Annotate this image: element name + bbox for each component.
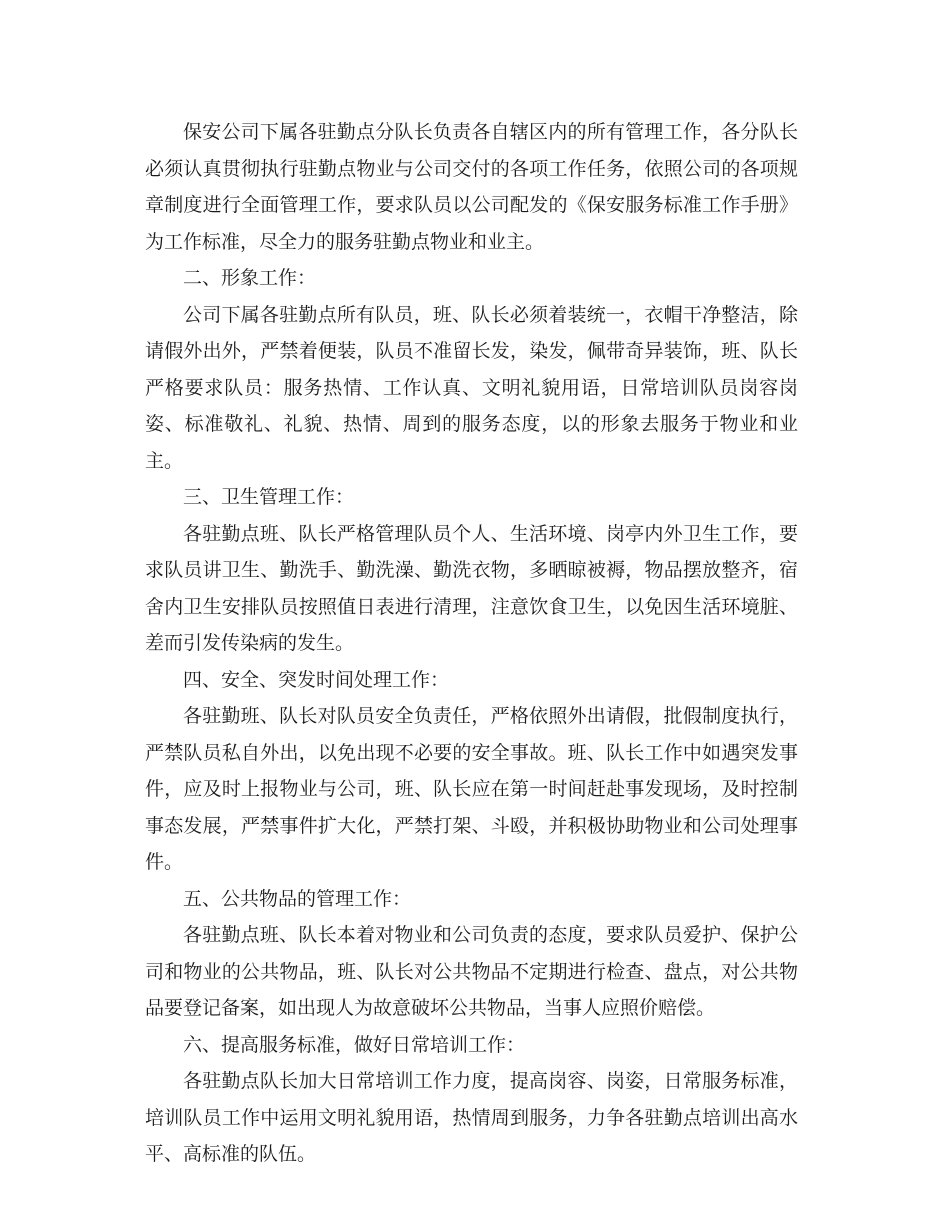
paragraph-intro: 保安公司下属各驻勤点分队长负责各自辖区内的所有管理工作，各分队长必须认真贯彻执行驻勤点物业与公司交付的各项工作任务，依照公司的各项规章制度进行全面管理工作，要求队员以公司配发的《保安服务标准工作手册》为工作标准，尽全力的服务驻勤点物业和业主。 [145, 121, 798, 253]
section-heading-image: 二、形象工作： [183, 267, 317, 289]
section-heading-safety: 四、安全、突发时间处理工作： [183, 668, 450, 691]
paragraph-public-goods: 各驻勤点班、队长本着对物业和公司负责的态度，要求队员爱护、保护公司和物业的公共物品，班、队长对公共物品不定期进行检查、盘点，对公共物品要登记备案，如出现人为故意破坏公共物品，当事人应照价赔偿。 [145, 924, 798, 1019]
section-heading-public-goods: 五、公共物品的管理工作： [183, 887, 412, 910]
paragraph-hygiene: 各驻勤点班、队长严格管理队员个人、生活环境、岗亭内外卫生工作，要求队员讲卫生、勤洗手、勤洗澡、勤洗衣物，多晒晾被褥，物品摆放整齐，宿舍内卫生安排队员按照值日表进行清理，注意饮食卫生，以免因生活环境脏、差而引发传染病的发生。 [145, 522, 798, 654]
paragraph-training: 各驻勤点队长加大日常培训工作力度，提高岗容、岗姿，日常服务标准，培训队员工作中运用文明礼貌用语，热情周到服务，力争各驻勤点培训出高水平、高标准的队伍。 [145, 1070, 798, 1165]
paragraph-safety: 各驻勤班、队长对队员安全负责任，严格依照外出请假，批假制度执行，严禁队员私自外出，以免出现不必要的安全事故。班、队长工作中如遇突发事件，应及时上报物业与公司，班、队长应在第一时间赶赴事发现场，及时控制事态发展，严禁事件扩大化，严禁打架、斗殴，并积极协助物业和公司处理事件。 [145, 705, 798, 873]
paragraph-image: 公司下属各驻勤点所有队员，班、队长必须着装统一，衣帽干净整洁，除请假外出外，严禁着便装，队员不准留长发，染发，佩带奇异装饰，班、队长严格要求队员：服务热情、工作认真、文明礼貌用语，日常培训队员岗容岗姿、标准敬礼、礼貌、热情、周到的服务态度，以的形象去服务于物业和业主。 [145, 303, 798, 472]
section-heading-training: 六、提高服务标准，做好日常培训工作： [183, 1033, 526, 1056]
section-heading-hygiene: 三、卫生管理工作： [183, 486, 355, 508]
document-body [145, 114, 798, 1173]
